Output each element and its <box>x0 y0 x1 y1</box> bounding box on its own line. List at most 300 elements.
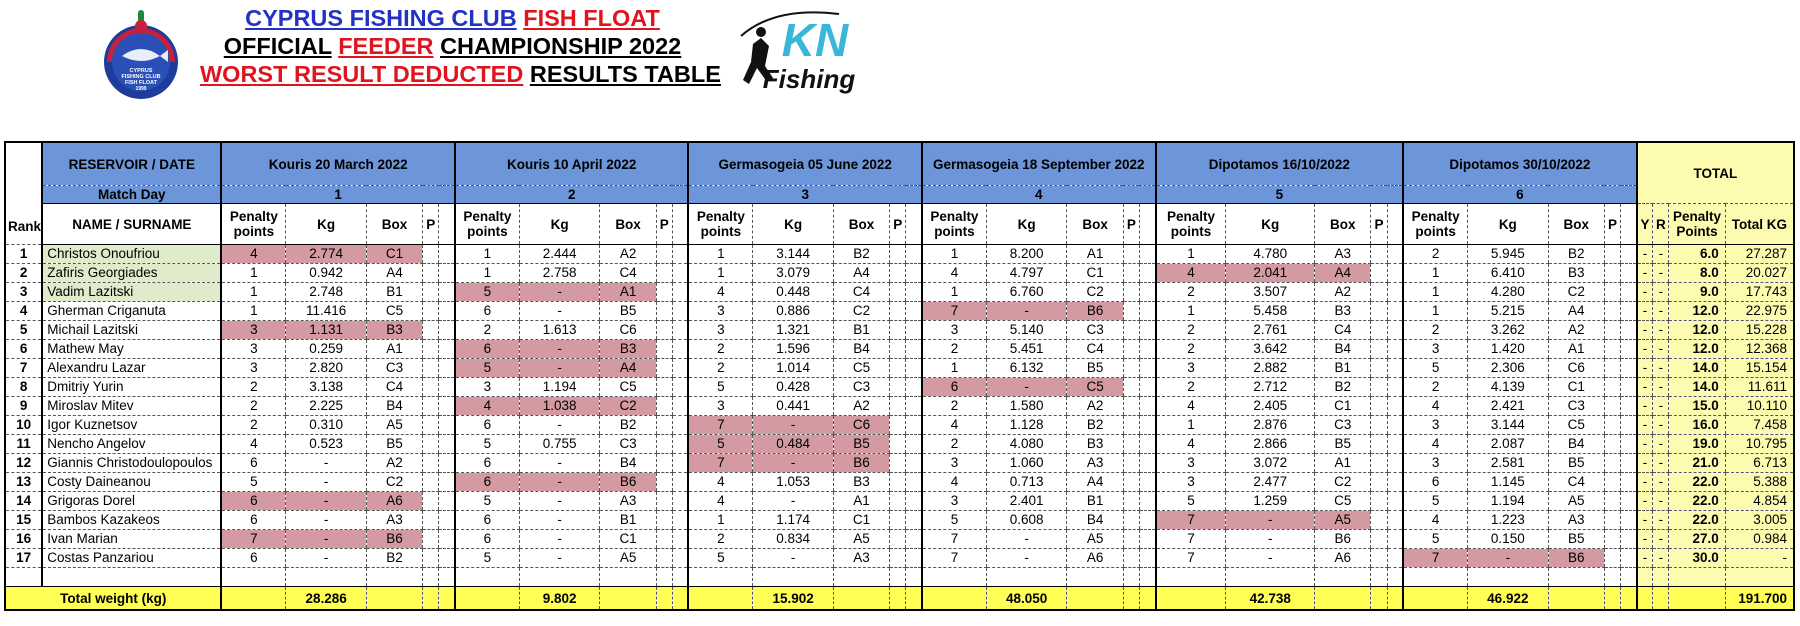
kg-cell: 3.507 <box>1226 283 1315 302</box>
box-cell: C4 <box>833 283 889 302</box>
r-cell: - <box>1653 245 1669 264</box>
blank-cell <box>1387 549 1403 568</box>
kg-cell: 0.310 <box>286 416 367 435</box>
box-cell: A5 <box>1067 530 1123 549</box>
box-cell: C2 <box>1315 473 1371 492</box>
penalty-cell: 2 <box>1403 321 1467 340</box>
table-row <box>5 530 1794 549</box>
box-cell: B3 <box>1067 435 1123 454</box>
blank-cell <box>906 435 922 454</box>
blank-cell <box>1387 359 1403 378</box>
p-cell <box>656 264 672 283</box>
box-cell: B5 <box>366 435 422 454</box>
blank-cell <box>672 530 688 549</box>
p-cell <box>1371 264 1387 283</box>
box-cell: B1 <box>1315 359 1371 378</box>
p-cell <box>656 454 672 473</box>
box-cell: C3 <box>366 359 422 378</box>
p-cell <box>890 511 906 530</box>
kg-header: Kg <box>1468 204 1549 245</box>
kg-cell: 5.215 <box>1468 302 1549 321</box>
p-cell <box>1604 549 1620 568</box>
p-cell <box>423 359 439 378</box>
blank-header <box>1139 204 1155 245</box>
box-cell: B5 <box>1548 530 1604 549</box>
rank-cell: 2 <box>5 264 42 283</box>
box-cell: C6 <box>1548 359 1604 378</box>
blank-cell <box>1621 264 1637 283</box>
kg-cell: 2.041 <box>1226 264 1315 283</box>
box-cell: C3 <box>600 435 656 454</box>
club-logo-line1: CYPRUS <box>129 68 153 74</box>
blank-cell <box>1139 511 1155 530</box>
kg-cell: 2.876 <box>1226 416 1315 435</box>
title-club: CYPRUS FISHING CLUB <box>245 5 517 31</box>
p-cell <box>423 492 439 511</box>
total-weight-row <box>5 587 1794 611</box>
spacer-cell <box>1067 568 1123 587</box>
grand-total-kg: 191.700 <box>1725 587 1794 611</box>
total-blank-cell <box>1067 587 1123 611</box>
box-cell: A3 <box>1548 511 1604 530</box>
blank-cell <box>672 245 688 264</box>
penalty-cell: 1 <box>221 302 285 321</box>
spacer-cell <box>1637 568 1653 587</box>
total-blank-cell <box>1387 587 1403 611</box>
match-5-day: 5 <box>1156 186 1404 204</box>
p-cell <box>890 549 906 568</box>
total-kg-cell: 5.388 <box>1725 473 1794 492</box>
kg-cell: - <box>286 454 367 473</box>
blank-cell <box>672 473 688 492</box>
p-cell <box>423 378 439 397</box>
r-cell: - <box>1653 340 1669 359</box>
kg-cell: - <box>286 530 367 549</box>
kg-cell: - <box>519 416 600 435</box>
total-kg-cell: 3.005 <box>1725 511 1794 530</box>
penalty-cell: 5 <box>1403 359 1467 378</box>
total-blank-cell <box>1139 587 1155 611</box>
kg-cell: 2.405 <box>1226 397 1315 416</box>
kg-cell: 1.259 <box>1226 492 1315 511</box>
p-cell <box>1604 264 1620 283</box>
blank-cell <box>1387 492 1403 511</box>
blank-cell <box>1387 245 1403 264</box>
kg-cell: 0.484 <box>753 435 834 454</box>
box-cell: C3 <box>1548 397 1604 416</box>
penalty-cell: 3 <box>1403 340 1467 359</box>
penalty-cell: 1 <box>922 359 986 378</box>
kg-cell: 3.144 <box>1468 416 1549 435</box>
total-blank-cell <box>423 587 439 611</box>
total-blank-cell <box>922 587 986 611</box>
spacer-cell <box>1387 568 1403 587</box>
match-total-kg: 28.286 <box>286 587 367 611</box>
total-kg-cell: 10.795 <box>1725 435 1794 454</box>
p-cell <box>1371 321 1387 340</box>
penalty-cell: 6 <box>455 473 519 492</box>
total-blank-cell <box>1653 587 1669 611</box>
rank-cell: 1 <box>5 245 42 264</box>
p-cell <box>656 549 672 568</box>
kg-cell: 3.144 <box>753 245 834 264</box>
p-cell <box>890 264 906 283</box>
total-blank-cell <box>1403 587 1467 611</box>
box-cell: A2 <box>1067 397 1123 416</box>
blank-cell <box>906 397 922 416</box>
p-cell <box>1604 378 1620 397</box>
p-cell <box>1371 473 1387 492</box>
box-cell: A5 <box>1315 511 1371 530</box>
total-penalty-header: Penalty Points <box>1669 204 1725 245</box>
box-cell: C6 <box>600 321 656 340</box>
blank-cell <box>439 511 455 530</box>
p-header: P <box>1604 204 1620 245</box>
kg-cell: 0.755 <box>519 435 600 454</box>
p-cell <box>1604 245 1620 264</box>
penalty-cell: 6 <box>922 378 986 397</box>
kg-cell: 3.072 <box>1226 454 1315 473</box>
total-kg-cell: 10.110 <box>1725 397 1794 416</box>
kg-cell: 0.259 <box>286 340 367 359</box>
r-cell: - <box>1653 302 1669 321</box>
kg-cell: - <box>286 473 367 492</box>
table-row <box>5 435 1794 454</box>
rank-cell: 12 <box>5 454 42 473</box>
box-cell: B4 <box>1548 435 1604 454</box>
penalty-cell: 4 <box>688 492 752 511</box>
spacer-cell <box>1548 568 1604 587</box>
blank-cell <box>439 302 455 321</box>
blank-cell <box>1387 397 1403 416</box>
penalty-cell: 2 <box>1403 245 1467 264</box>
kg-cell: - <box>519 340 600 359</box>
blank-cell <box>1387 435 1403 454</box>
total-blank-cell <box>906 587 922 611</box>
r-cell: - <box>1653 359 1669 378</box>
p-cell <box>423 264 439 283</box>
kg-cell: 5.451 <box>986 340 1067 359</box>
box-cell: A2 <box>833 397 889 416</box>
p-cell <box>1371 530 1387 549</box>
competitor-name: Igor Kuznetsov <box>42 416 221 435</box>
p-cell <box>423 321 439 340</box>
penalty-cell: 6 <box>221 549 285 568</box>
y-cell: - <box>1637 435 1653 454</box>
penalty-cell: 3 <box>1156 359 1226 378</box>
blank-cell <box>1387 302 1403 321</box>
competitor-name: Gherman Criganuta <box>42 302 221 321</box>
total-penalty-cell: 16.0 <box>1669 416 1725 435</box>
rank-cell: 16 <box>5 530 42 549</box>
match-6-venue: Dipotamos 30/10/2022 <box>1403 142 1637 186</box>
blank-cell <box>1621 378 1637 397</box>
kg-cell: 0.713 <box>986 473 1067 492</box>
spacer-cell <box>1226 568 1315 587</box>
blank-cell <box>672 416 688 435</box>
p-cell <box>890 302 906 321</box>
total-blank-cell <box>672 587 688 611</box>
p-cell <box>423 530 439 549</box>
total-penalty-cell: 6.0 <box>1669 245 1725 264</box>
kg-cell: 1.194 <box>1468 492 1549 511</box>
blank-cell <box>1387 454 1403 473</box>
total-kg-cell: 15.154 <box>1725 359 1794 378</box>
penalty-cell: 7 <box>1403 549 1467 568</box>
penalty-cell: 6 <box>455 454 519 473</box>
kg-cell: - <box>519 492 600 511</box>
rank-cell: 8 <box>5 378 42 397</box>
blank-cell <box>1621 492 1637 511</box>
box-cell: A1 <box>366 340 422 359</box>
p-cell <box>890 245 906 264</box>
p-cell <box>890 340 906 359</box>
box-cell: A4 <box>1315 264 1371 283</box>
spacer-cell <box>1669 568 1725 587</box>
p-cell <box>423 340 439 359</box>
penalty-cell: 5 <box>922 511 986 530</box>
penalty-cell: 3 <box>688 321 752 340</box>
blank-cell <box>672 454 688 473</box>
box-cell: C4 <box>1067 340 1123 359</box>
kg-cell: - <box>286 549 367 568</box>
kg-cell: 2.477 <box>1226 473 1315 492</box>
kg-cell: 8.200 <box>986 245 1067 264</box>
p-cell <box>1371 435 1387 454</box>
blank-cell <box>1387 416 1403 435</box>
box-cell: B6 <box>1067 302 1123 321</box>
total-blank-cell <box>600 587 656 611</box>
p-cell <box>1604 473 1620 492</box>
total-blank-cell <box>1669 587 1725 611</box>
kg-cell: 0.441 <box>753 397 834 416</box>
p-cell <box>1604 492 1620 511</box>
blank-cell <box>672 435 688 454</box>
spacer-cell <box>286 568 367 587</box>
kg-cell: 2.306 <box>1468 359 1549 378</box>
kg-cell: - <box>753 454 834 473</box>
rank-cell: 14 <box>5 492 42 511</box>
blank-cell <box>1139 245 1155 264</box>
kg-cell: 1.194 <box>519 378 600 397</box>
kg-cell: 2.712 <box>1226 378 1315 397</box>
kg-cell: 2.774 <box>286 245 367 264</box>
total-penalty-cell: 19.0 <box>1669 435 1725 454</box>
r-cell: - <box>1653 283 1669 302</box>
total-blank-cell <box>366 587 422 611</box>
p-cell <box>890 473 906 492</box>
blank-cell <box>672 283 688 302</box>
blank-cell <box>672 397 688 416</box>
total-penalty-cell: 14.0 <box>1669 359 1725 378</box>
title-official: OFFICIAL <box>223 33 332 59</box>
kg-header: Kg <box>753 204 834 245</box>
kg-cell: 11.416 <box>286 302 367 321</box>
box-cell: C1 <box>1315 397 1371 416</box>
kg-cell: 2.401 <box>986 492 1067 511</box>
blank-cell <box>1621 549 1637 568</box>
p-cell <box>656 321 672 340</box>
competitor-name: Miroslav Mitev <box>42 397 221 416</box>
blank-cell <box>1387 473 1403 492</box>
total-kg-cell: 20.027 <box>1725 264 1794 283</box>
box-cell: B6 <box>366 530 422 549</box>
box-cell: A4 <box>366 264 422 283</box>
spacer-cell <box>688 568 752 587</box>
title-fish-float: FISH FLOAT <box>523 5 660 31</box>
blank-cell <box>1387 530 1403 549</box>
penalty-cell: 4 <box>1156 264 1226 283</box>
page-title <box>200 4 721 88</box>
box-cell: B5 <box>833 435 889 454</box>
penalty-cell: 4 <box>922 473 986 492</box>
penalty-cell: 7 <box>1156 549 1226 568</box>
kg-header: Kg <box>986 204 1067 245</box>
kg-cell: 0.942 <box>286 264 367 283</box>
total-kg-cell: 11.611 <box>1725 378 1794 397</box>
p-cell <box>1371 245 1387 264</box>
competitor-name: Costy Daineanou <box>42 473 221 492</box>
competitor-name: Grigoras Dorel <box>42 492 221 511</box>
kg-cell: - <box>986 302 1067 321</box>
penalty-cell: 2 <box>221 397 285 416</box>
blank-cell <box>1139 340 1155 359</box>
kg-cell: 1.321 <box>753 321 834 340</box>
box-cell: C4 <box>1548 473 1604 492</box>
total-blank-cell <box>1123 587 1139 611</box>
blank-cell <box>439 245 455 264</box>
penalty-cell: 4 <box>688 473 752 492</box>
match-5-venue: Dipotamos 16/10/2022 <box>1156 142 1404 186</box>
blank-cell <box>672 511 688 530</box>
kg-cell: 0.523 <box>286 435 367 454</box>
table-row <box>5 264 1794 283</box>
competitor-name: Alexandru Lazar <box>42 359 221 378</box>
box-cell: A1 <box>600 283 656 302</box>
blank-cell <box>439 454 455 473</box>
blank-cell <box>1387 321 1403 340</box>
box-cell: A4 <box>600 359 656 378</box>
p-cell <box>1371 378 1387 397</box>
competitor-name: Vadim Lazitski <box>42 283 221 302</box>
total-kg-cell: 6.713 <box>1725 454 1794 473</box>
penalty-cell: 3 <box>1156 473 1226 492</box>
title-results-table: RESULTS TABLE <box>529 61 721 87</box>
p-cell <box>423 511 439 530</box>
spacer-cell <box>366 568 422 587</box>
penalty-cell: 1 <box>922 245 986 264</box>
kg-cell: 5.458 <box>1226 302 1315 321</box>
penalty-cell: 2 <box>688 340 752 359</box>
total-blank-cell <box>1621 587 1637 611</box>
blank-cell <box>1621 302 1637 321</box>
p-cell <box>1123 511 1139 530</box>
blank-cell <box>906 454 922 473</box>
blank-cell <box>1139 359 1155 378</box>
competitor-name: Christos Onoufriou <box>42 245 221 264</box>
rank-cell: 13 <box>5 473 42 492</box>
p-cell <box>423 416 439 435</box>
p-cell <box>1123 397 1139 416</box>
kg-cell: - <box>753 549 834 568</box>
table-row <box>5 416 1794 435</box>
y-cell: - <box>1637 549 1653 568</box>
p-cell <box>1123 378 1139 397</box>
kg-cell: - <box>753 416 834 435</box>
p-cell <box>1604 321 1620 340</box>
blank-cell <box>1139 454 1155 473</box>
box-cell: B6 <box>1548 549 1604 568</box>
penalty-cell: 2 <box>922 397 986 416</box>
p-cell <box>423 435 439 454</box>
penalty-points-header: Penalty points <box>922 204 986 245</box>
competitor-name: Zafiris Georgiades <box>42 264 221 283</box>
box-cell: C4 <box>366 378 422 397</box>
table-row <box>5 397 1794 416</box>
penalty-cell: 5 <box>688 549 752 568</box>
p-header: P <box>890 204 906 245</box>
total-kg-cell: 27.287 <box>1725 245 1794 264</box>
spacer-cell <box>833 568 889 587</box>
spacer-cell <box>922 568 986 587</box>
total-blank-cell <box>656 587 672 611</box>
club-logo <box>100 6 182 104</box>
y-cell: - <box>1637 302 1653 321</box>
penalty-cell: 6 <box>455 302 519 321</box>
penalty-cell: 2 <box>1156 321 1226 340</box>
p-cell <box>423 302 439 321</box>
y-cell: - <box>1637 530 1653 549</box>
kg-cell: - <box>519 549 600 568</box>
kg-cell: - <box>1226 511 1315 530</box>
competitor-name: Costas Panzariou <box>42 549 221 568</box>
rank-cell: 7 <box>5 359 42 378</box>
penalty-cell: 6 <box>455 511 519 530</box>
box-cell: B5 <box>1315 435 1371 454</box>
penalty-cell: 2 <box>221 416 285 435</box>
box-cell: B5 <box>600 302 656 321</box>
blank-cell <box>439 321 455 340</box>
kg-cell: 4.080 <box>986 435 1067 454</box>
rank-cell: 6 <box>5 340 42 359</box>
kg-cell: 2.758 <box>519 264 600 283</box>
fishing-logo-text: Fishing <box>762 64 855 94</box>
p-cell <box>1371 340 1387 359</box>
p-cell <box>1371 302 1387 321</box>
blank-cell <box>439 264 455 283</box>
page-header <box>0 0 1800 130</box>
kg-cell: - <box>1226 549 1315 568</box>
match-total-kg: 42.738 <box>1226 587 1315 611</box>
penalty-cell: 2 <box>455 321 519 340</box>
penalty-cell: 3 <box>221 340 285 359</box>
box-cell: B6 <box>600 473 656 492</box>
y-cell: - <box>1637 283 1653 302</box>
total-kg-header: Total KG <box>1725 204 1794 245</box>
match-3-venue: Germasogeia 05 June 2022 <box>688 142 922 186</box>
box-cell: A3 <box>600 492 656 511</box>
p-cell <box>1123 340 1139 359</box>
total-blank-cell <box>890 587 906 611</box>
blank-cell <box>672 340 688 359</box>
box-cell: B3 <box>1315 302 1371 321</box>
penalty-cell: 4 <box>922 416 986 435</box>
blank-cell <box>439 340 455 359</box>
blank-cell <box>1139 283 1155 302</box>
penalty-cell: 6 <box>455 416 519 435</box>
penalty-cell: 6 <box>221 511 285 530</box>
penalty-cell: 4 <box>1403 397 1467 416</box>
